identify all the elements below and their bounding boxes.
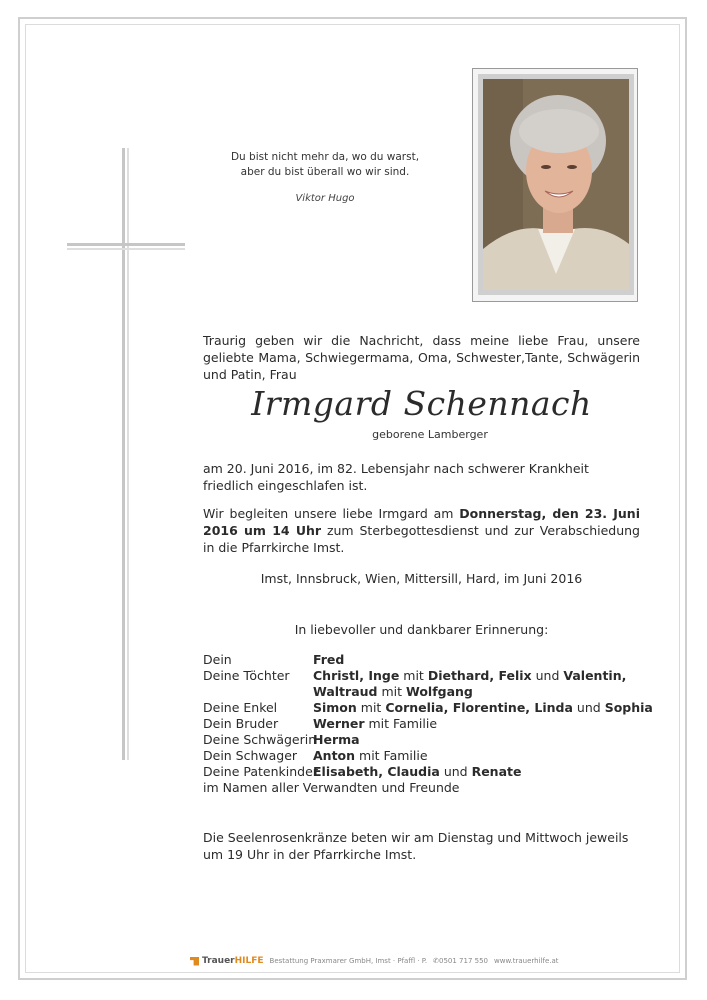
footer <box>190 954 610 968</box>
rosary-text: Die Seelenrosenkränze beten wir am Dienstag und Mittwoch jeweils um 19 Uhr in der Pfarrkirche Imst. <box>203 830 629 862</box>
trauerhilfe-logo-icon <box>190 957 199 966</box>
mourners-closing: im Namen aller Verwandten und Freunde <box>203 780 460 795</box>
footer-company: Bestattung Praxmarer GmbH, Imst · Pfaffl · P. <box>269 957 428 965</box>
funeral-text: Wir begleiten unsere liebe Irmgard am Donnerstag, den 23. Juni 2016 um 14 Uhr zum Sterbegottesdienst und zur Verabschiedung in die Pfarrkirche Imst. <box>203 506 640 555</box>
list-item: Waltraud mit Wolfgang <box>313 684 473 699</box>
quote-line-1: Du bist nicht mehr da, wo du warst, <box>230 151 420 163</box>
footer-phone: ✆0501 717 550 <box>433 957 489 965</box>
footer-url[interactable]: www.trauerhilfe.at <box>494 957 559 965</box>
list-item: Dein Schwager Anton mit Familie <box>203 748 428 763</box>
list-item: Deine Schwägerin Herma <box>203 732 360 747</box>
memory-line: In liebevoller und dankbarer Erinnerung: <box>294 622 549 637</box>
list-item: Dein Bruder Werner mit Familie <box>203 716 438 731</box>
deceased-name: Irmgard Schennach <box>251 384 592 423</box>
list-item: Deine Töchter Christl, Inge mit Diethard, Felix und Valentin, <box>203 668 627 683</box>
funeral-date: Donnerstag, den 23. Juni 2016 um 14 Uhr <box>203 506 640 538</box>
list-item: Dein Fred <box>203 652 345 667</box>
quote <box>210 150 440 180</box>
mourners-list <box>203 652 653 796</box>
places-date: Imst, Innsbruck, Wien, Mittersill, Hard, im Juni 2016 <box>260 571 583 586</box>
intro-text: Traurig geben wir die Nachricht, dass meine liebe Frau, unsere geliebte Mama, Schwiegermama, Oma, Schwester,Tante, Schwägerin und Patin, Frau <box>203 333 640 382</box>
portrait-photo <box>483 79 629 290</box>
quote-author: Viktor Hugo <box>295 193 355 204</box>
footer-brand-1: Trauer <box>202 956 235 966</box>
maiden-name: geborene Lamberger <box>372 428 488 441</box>
list-item: Deine Enkel Simon mit Cornelia, Florentine, Linda und Sophia <box>203 700 653 715</box>
footer-brand-2: HILFE <box>234 956 264 966</box>
list-item: Deine Patenkinder Elisabeth, Claudia und Renate <box>203 764 522 779</box>
death-text: am 20. Juni 2016, im 82. Lebensjahr nach schwerer Krankheit friedlich eingeschlafen ist. <box>203 461 589 493</box>
quote-line-2: aber du bist überall wo wir sind. <box>240 166 410 178</box>
